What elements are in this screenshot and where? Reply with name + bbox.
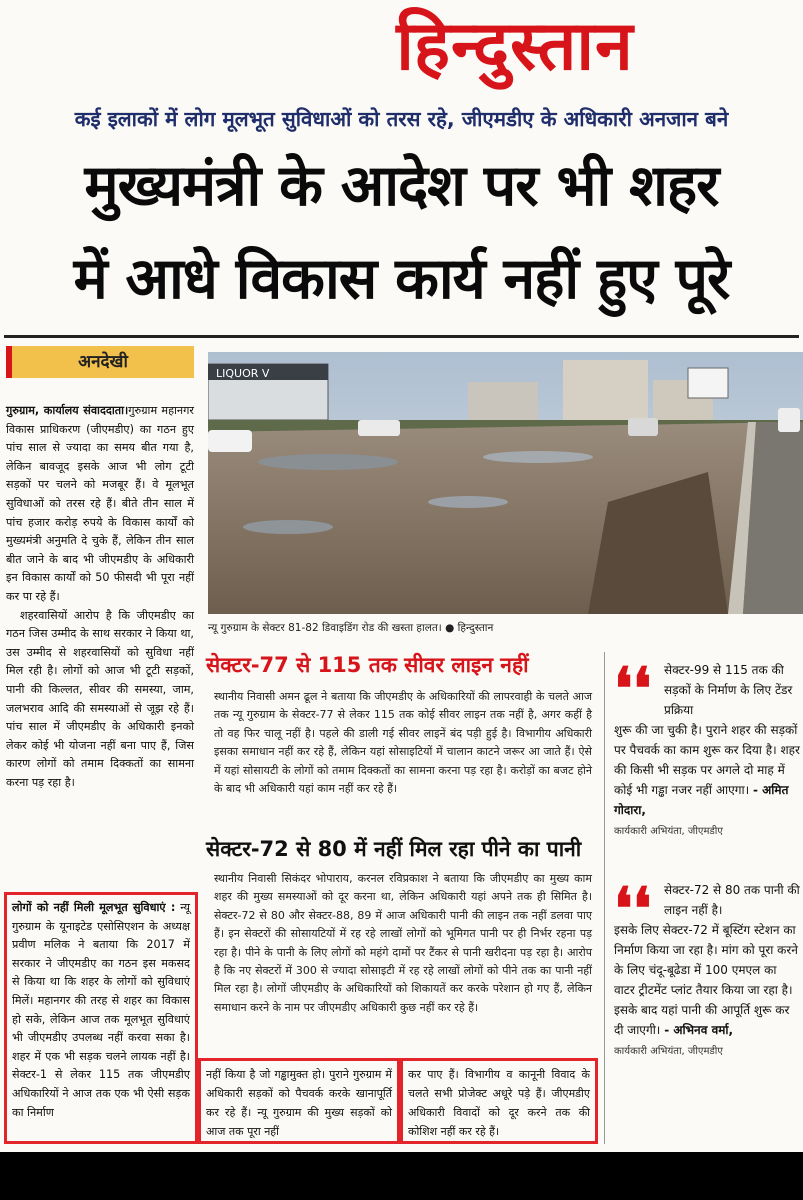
bottom-black-bar [0,1152,803,1200]
section-tag-label: अनदेखी [78,352,128,372]
section2-text: स्थानीय निवासी सिकंदर भोपाराय, करनल रविप्रकाश ने बताया कि जीएमडीए का मुख्य काम शहर की मुख्य समस्याओं को दूर करना था, लेकिन अधिकारी यहां अपने तक ही सिमित है। सेक्टर-72 से 80 और सेक्टर-88, 89 में आज अधिकारी पानी की लाइन तक नहीं डलवा पाए हैं। इन सेक्टरों की सोसायटियों में रह रहे लाखों लोगों को भूमिगत पानी पर ही निर्भर रहना पड़ रहा है। पीने के पानी के लिए लोगों को महंगे दामों पर टैंकर से पानी खरीदना पड़ रहा है। आरोप है कि नए सेक्टरों में 300 से ज्यादा सोसाइटी में रह रहे लाखों लोगों को पीने तक का पानी नहीं मिल रहा है। लोगों जीएमडीए के अधिकारियों को शिकायतें कर करके परेशान हो गए हैं, लेकिन समाधान करने के नाम पर जीएमडीए अधिकारी कुछ नहीं कर रहे हैं। [214,872,592,1014]
quote1-first: सेक्टर-99 से 115 तक की सड़कों के निर्माण के लिए टेंडर प्रक्रिया [664,663,793,717]
quote2-first: सेक्टर-72 से 80 तक पानी की लाइन नहीं है। [664,883,800,917]
kicker-line: कई इलाकों में लोग मूलभूत सुविधाओं को तरस रहे, जीएमडीए के अधिकारी अनजान बने [74,107,729,131]
quote2-rest: इसके लिए सेक्टर-72 में बूस्टिंग स्टेशन का निर्माण किया जा रहा है। मांग को पूरा करने के लिए चंदू-बूढेडा में 100 एमएल का वाटर ट्रीटमेंट प्लांट तैयार किया जा रहा है। इसके बाद यहां पानी की आपूर्ति शुरू कर दी जाएगी। [614,923,798,1037]
quote1-signature: - अमित गोदारा, [614,783,789,817]
boxed-story-lead: लोगों को नहीं मिली मूलभूत सुविधाएं : [12,901,176,914]
road-photo-image [208,352,803,614]
quote2-role: कार्यकारी अभियंता, जीएमडीए [614,1046,723,1057]
boxed-story-text: न्यू गुरुग्राम के यूनाइटेड एसोसिएशन के अध्यक्ष प्रवीण मलिक ने बताया कि 2017 में सरकार ने जीएमडीए का गठन इस मकसद से किया था कि शहर के लोगों को सुविधाएं मिलें। महानगर की तरह से शहर का विकास हो सके, लेकिन आज तक मूलभूत सुविधाएं भी जीएमडीए उपलब्ध नहीं करवा सका है। शहर में एक भी सड़क चलने लायक नहीं है। सेक्टर-1 से लेकर 115 तक जीएमडीए अधिकारियों ने आज तक एक भी ऐसी सड़क का निर्माण [12,901,191,1119]
lead-paragraph-2: शहरवासियों आरोप है कि जीएमडीए का गठन जिस उम्मीद के साथ सरकार ने किया था, उस उम्मीद से शहरवासियों को सुविधा नहीं मिल रही है। लोगों को आज भी टूटी सड़कों, पानी की किल्लत, सीवर की समस्या, जाम, जलभराव आदि की समस्याओं से जूझ रहे हैं। पांच साल में जीएमडीए के अधिकारी इनको लेकर कोई भी योजना नहीं बना पाए हैं, जिस कारण लोगों को तमाम दिक्कतों का सामना करना पड़ रहा है। [6,608,194,789]
liquor-shop-sign: LIQUOR V [216,367,270,380]
headline-line-1: मुख्यमंत्री के आदेश पर भी शहर [84,153,719,219]
section-tag [6,346,194,378]
masthead [0,0,803,100]
headline [4,140,799,326]
lead-text-1: गुरुग्राम महानगर विकास प्राधिकरण (जीएमडीए) का गठन हुए पांच साल से ज्यादा का समय बीत गया है, लेकिन बावजूद इसके आज भी लोग टूटी सड़कों पर चलने को मजबूर हैं। वे मूलभूत सुविधाओं को तरस रहे हैं। बीते तीन साल में पांच हजार करोड़ रुपये के विकास कार्यों को मुख्यमंत्री अनुमति दे चुके हैं, लेकिन तीन साल बीत जाने के बाद भी जीएमडीए के अधिकारी इन विकास कार्यों को 50 फीसदी भी पूरा नहीं कर पा रहे हैं। [6,404,194,603]
newspaper-title: हिन्दुस्तान [396,6,634,86]
headline-line-2: में आधे विकास कार्य नहीं हुए पूरे [73,246,730,312]
photo-caption: न्यू गुरुग्राम के सेक्टर 81-82 डिवाइडिंग रोड की खस्ता हालत। ● हिन्दुस्तान [208,622,494,634]
section2-title: सेक्टर-72 से 80 में नहीं मिल रहा पीने का पानी [206,837,582,861]
headline-rule [4,335,799,338]
section1-title: सेक्टर-77 से 115 तक सीवर लाइन नहीं [206,653,529,677]
quote2-signature: - अभिनव वर्मा, [664,1023,734,1037]
quote-mark-icon: ❛❛ [614,875,652,943]
column-divider [604,652,605,1144]
boxed-story-3: कर पाए हैं। विभागीय व कानूनी विवाद के चलते सभी प्रोजेक्ट अधूरे पड़े हैं। जीएमडीए अधिकारी विवादों को दूर करने तक की कोशिश नहीं कर रहे हैं। [400,1058,598,1144]
quote-1 [614,655,800,842]
section1-text: स्थानीय निवासी अमन ढूल ने बताया कि जीएमडीए के अधिकारियों की लापरवाही के चलते आज तक न्यू गुरुग्राम के सेक्टर-77 से लेकर 115 तक कोई सीवर लाइन तक नहीं है, अगर कहीं है तो वह फिर चालू नहीं है। पहले की डाली गई सीवर लाइनें बंद पड़ी हुई है। विभागीय अधिकारी इसका समाधान नहीं कर रहे हैं, लेकिन यहां सोसाइटियों में चालान काटने जरूर आ जाते हैं। ऐसे में यहां सोसायटी के लोगों को तमाम दिक्कतों का सामना करना पड़ रहा है। करोड़ों का बजट होने के बाद भी अधिकारी यहां काम नहीं कर रहे हैं। [214,690,592,796]
lead-column [6,402,194,792]
boxed-story-2: नहीं किया है जो गड्ढामुक्त हो। पुराने गुरुग्राम में अधिकारी सड़कों को पैचवर्क करके खानापूर्ति कर रहे हैं। न्यू गुरुग्राम की मुख्य सड़कों को आज तक पूरा नहीं [198,1058,400,1144]
road-photo [208,352,803,614]
quote1-role: कार्यकारी अभियंता, जीएमडीए [614,826,723,837]
quote1-rest: शुरू की जा चुकी है। पुराने शहर की सड़कों पर पैचवर्क का काम शुरू कर दिया है। शहर की किसी भी सड़क पर अगले दो माह में कोई भी गड्ढा नजर नहीं आएगा। [614,723,800,797]
quote-2 [614,875,800,1062]
boxed-story-1 [4,892,198,1144]
lead-paragraph-1 [6,402,194,607]
quote-mark-icon: ❛❛ [614,655,652,723]
dateline: गुरुग्राम, कार्यालय संवाददाता। [6,404,129,417]
